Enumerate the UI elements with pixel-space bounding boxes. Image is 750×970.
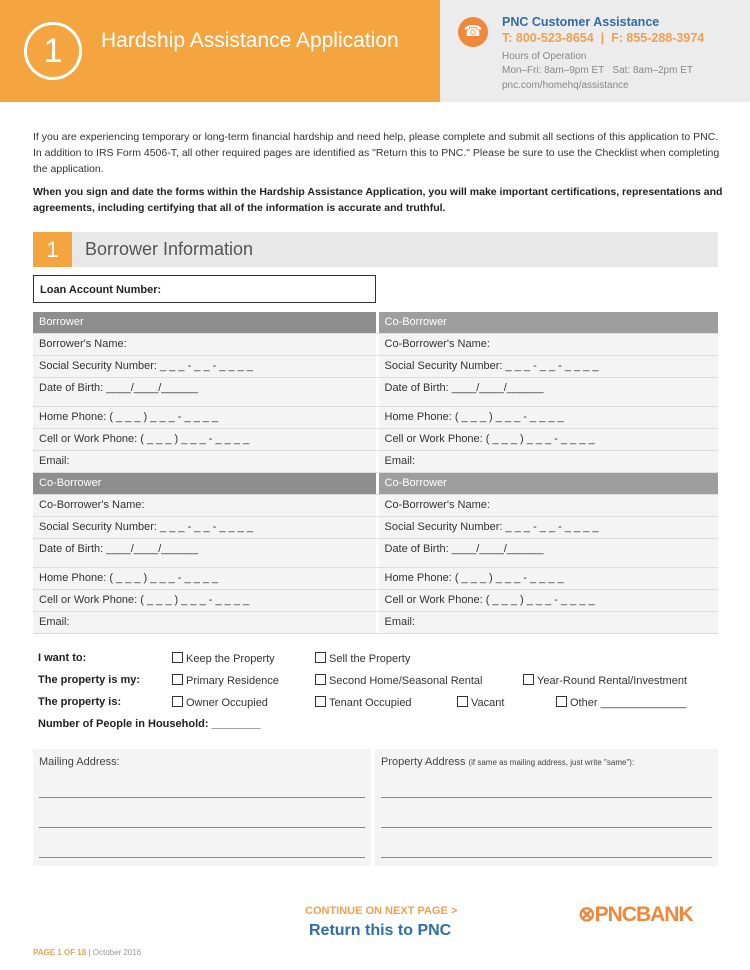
return-notice: Return this to PNC <box>309 922 452 939</box>
form-field[interactable]: Date of Birth: ____/____/______ <box>33 378 376 406</box>
table-row <box>33 429 718 451</box>
property-my-label: The property is my: <box>38 674 141 686</box>
page-number: PAGE 1 OF 18 <box>33 948 87 957</box>
column-header: Co-Borrower <box>376 312 719 333</box>
property-address-note: (if same as mailing address, just write "same"): <box>468 758 635 767</box>
table-row <box>33 407 718 429</box>
section-header <box>33 232 718 267</box>
form-field[interactable]: Cell or Work Phone: ( _ _ _ ) _ _ _ - _ _ _ _ <box>33 590 376 611</box>
header-banner <box>0 0 435 102</box>
property-address-label: Property Address <box>381 756 466 768</box>
form-field[interactable]: Date of Birth: ____/____/______ <box>376 539 719 567</box>
section-number: 1 <box>33 232 72 267</box>
form-field[interactable]: Home Phone: ( _ _ _ ) _ _ _ - _ _ _ _ <box>376 407 719 428</box>
form-field[interactable]: Social Security Number: _ _ _ - _ _ - _ _ _ _ <box>376 517 719 538</box>
hours-label: Hours of Operation <box>502 51 587 62</box>
assistance-link[interactable]: pnc.com/homehq/assistance <box>502 80 629 91</box>
phone-icon: ☎ <box>458 17 488 47</box>
table-row <box>33 356 718 378</box>
form-field[interactable]: Co-Borrower's Name: <box>376 495 719 516</box>
borrower-table <box>33 312 718 634</box>
loan-account-field[interactable]: Loan Account Number: <box>33 275 376 303</box>
column-header: Co-Borrower <box>376 473 719 494</box>
household-field[interactable]: Number of People in Household: ________ <box>38 718 261 730</box>
section-title: Borrower Information <box>85 239 254 259</box>
form-field[interactable]: Co-Borrower's Name: <box>376 334 719 355</box>
table-row <box>33 590 718 612</box>
form-field[interactable]: Social Security Number: _ _ _ - _ _ - _ _ _ _ <box>33 517 376 538</box>
page-title: Hardship Assistance Application <box>101 29 399 52</box>
checkbox-rental-investment[interactable]: Year-Round Rental/Investment <box>523 674 687 687</box>
table-row <box>33 568 718 590</box>
checkbox-keep-property[interactable]: Keep the Property <box>172 652 275 665</box>
continue-notice: CONTINUE ON NEXT PAGE > <box>305 905 458 917</box>
table-row <box>33 495 718 517</box>
form-field[interactable]: Cell or Work Phone: ( _ _ _ ) _ _ _ - _ _ _ _ <box>33 429 376 450</box>
form-field[interactable]: Email: <box>376 451 719 472</box>
certification-notice: When you sign and date the forms within the Hardship Assistance Application, you will make important certifications, representations and agreements, including certifying that all of the information is accurate and truthful. <box>33 186 723 214</box>
footer-date: October 2016 <box>92 948 142 957</box>
pnc-logo: ⊗PNCBANK <box>578 903 693 926</box>
want-label: I want to: <box>38 652 87 664</box>
form-field[interactable]: Social Security Number: _ _ _ - _ _ - _ _ _ _ <box>33 356 376 377</box>
checkbox-tenant-occupied[interactable]: Tenant Occupied <box>315 696 412 709</box>
column-header: Co-Borrower <box>33 473 376 494</box>
table-row <box>33 517 718 539</box>
table-row <box>33 539 718 568</box>
table-section-header <box>33 473 718 495</box>
table-row <box>33 378 718 407</box>
table-row <box>33 334 718 356</box>
property-is-label: The property is: <box>38 696 122 708</box>
form-field[interactable]: Cell or Work Phone: ( _ _ _ ) _ _ _ - _ _ _ _ <box>376 429 719 450</box>
step-number: 1 <box>24 22 82 80</box>
checkbox-second-home[interactable]: Second Home/Seasonal Rental <box>315 674 482 687</box>
hours: Mon–Fri: 8am–9pm ET Sat: 8am–2pm ET <box>502 65 694 76</box>
contact-panel <box>435 0 750 102</box>
form-field[interactable]: Borrower's Name: <box>33 334 376 355</box>
table-row <box>33 612 718 634</box>
checkbox-sell-property[interactable]: Sell the Property <box>315 652 410 665</box>
page-footer: PAGE 1 OF 18 | October 2016 <box>33 948 142 957</box>
checkbox-other[interactable]: Other ______________ <box>556 696 686 709</box>
checkbox-owner-occupied[interactable]: Owner Occupied <box>172 696 268 709</box>
column-header: Borrower <box>33 312 376 333</box>
form-field[interactable]: Home Phone: ( _ _ _ ) _ _ _ - _ _ _ _ <box>33 407 376 428</box>
table-row <box>33 451 718 473</box>
checkbox-vacant[interactable]: Vacant <box>457 696 504 709</box>
checkbox-primary-residence[interactable]: Primary Residence <box>172 674 279 687</box>
form-field[interactable]: Cell or Work Phone: ( _ _ _ ) _ _ _ - _ _ _ _ <box>376 590 719 611</box>
pnc-logo-icon: ⊗ <box>578 903 595 926</box>
form-field[interactable]: Date of Birth: ____/____/______ <box>376 378 719 406</box>
contact-title: PNC Customer Assistance <box>502 15 660 29</box>
mailing-address-label: Mailing Address: <box>39 756 120 768</box>
form-field[interactable]: Social Security Number: _ _ _ - _ _ - _ _ _ _ <box>376 356 719 377</box>
form-field[interactable]: Email: <box>33 451 376 472</box>
form-field[interactable]: Email: <box>33 612 376 633</box>
form-field[interactable]: Date of Birth: ____/____/______ <box>33 539 376 567</box>
form-field[interactable]: Home Phone: ( _ _ _ ) _ _ _ - _ _ _ _ <box>376 568 719 589</box>
mailing-address-field[interactable] <box>33 749 371 866</box>
property-address-field[interactable] <box>375 749 718 866</box>
form-field[interactable]: Home Phone: ( _ _ _ ) _ _ _ - _ _ _ _ <box>33 568 376 589</box>
intro-text: If you are experiencing temporary or long-term financial hardship and need help, please complete and submit all sections of this application to PNC. In addition to IRS Form 4506-T, all other required pages are identified as "Return this to PNC." Please be sure to use the Checklist when completing the application. <box>33 131 720 175</box>
form-field[interactable]: Co-Borrower's Name: <box>33 495 376 516</box>
form-field[interactable]: Email: <box>376 612 719 633</box>
contact-phone: T: 800-523-8654 | F: 855-288-3974 <box>502 31 705 45</box>
table-section-header <box>33 312 718 334</box>
